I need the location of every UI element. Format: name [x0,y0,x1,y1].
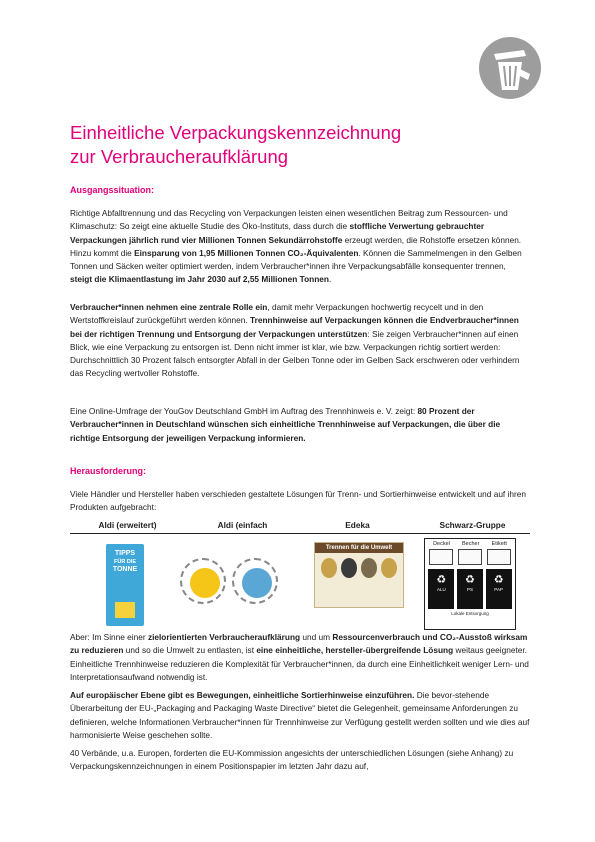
paragraph-herausforderung-2 [70,631,530,684]
recycling-badge-blue [232,558,278,604]
lid-icon [429,549,453,565]
schwarz-footer: Lokale Entsorgung [451,611,489,616]
text-run: erzeugt werden, die Rohstoffe ersetzen können. Hinzu kommt die [70,234,522,258]
recycling-bin-icon [478,36,542,100]
brand-divider [70,533,530,534]
text-run: Richtige Abfalltrennung und das Recycling von Verpackungen leisten einen wesentlichen Beitrag zum Ressourcen- und Klimaschutz: So zeigt eine aktuelle Studie des Öko-Instituts, dass durch die [70,208,508,232]
tipps-line-1: TIPPS [114,550,136,557]
edeka-trennen-label [314,542,404,608]
paragraph-ausgangssituation-1 [70,207,530,287]
text-run: Die bevor-stehende Überarbeitung der EU-„Packaging and Packaging Waste Directive“ bietet die Gelegenheit, gemeinsame Anforderungen zu definieren, welche Informationen Verbraucher*innen für Trennhinweise zur Verfügung gestellt werden sollten und wie dies auf harmonisierte Weise geschehen sollte. [70,690,530,740]
code-ps: PS [466,587,473,592]
text-run: Aber: Im Sinne einer [70,632,148,642]
brand-labels-figure [70,520,530,632]
edeka-banner: Trennen für die Umwelt [315,543,403,553]
cup-icon [458,549,482,565]
text-run: : Sie zeigen Verbraucher*innen auf einen Blick, wie eine Verpackung zu entsorgen ist. Denn nicht immer ist klar, wie bzw. Verpackungen richtig sortiert werden: Durchschnittlich 30 Prozent falsch entsorgter Abfall in der Gelben Tonne oder im Gelben Sack erschweren oder verhindern das Recycling wertvoller Rohstoffe. [70,328,520,379]
brand-heading-aldi-einfach: Aldi (einfach [217,520,268,530]
text-run: zielorientierten Verbraucheraufklärung [147,632,301,642]
title-line-2: zur Verbraucheraufklärung [70,146,289,167]
text-run: stoffliche Verwertung gebrauchter Verpackungen jährlich rund vier Millionen Tonnen Sekundärrohstoffe [70,221,485,245]
text-run: und um [300,632,333,642]
yellow-bin-icon [115,602,135,618]
tipps-fuer-die-tonne-label [106,544,144,626]
schwarz-top-becher: Becher [462,541,480,547]
text-run: . Können die Sammelmengen in den Gelben Tonnen und Säcken weiter optimiert werden, indem Verbraucher*innen ihre Verpackungsabfälle konsequenter trennen, [70,247,522,272]
text-run: Einsparung von 1,95 Millionen Tonnen CO₂-Äquivalenten [134,247,359,258]
text-run: Viele Händler und Hersteller haben verschieden gestaltete Lösungen für Trenn- und Sortierhinweise entwickelt und auf ihren Produkten aufgebracht: [70,489,526,513]
text-run: eine einheitliche, hersteller-übergreifende Lösung [256,645,454,656]
packaging-bottle-icon [381,558,397,578]
paragraph-herausforderung-1 [70,488,530,515]
tipps-line-2: FÜR DIE [114,559,136,565]
text-run: Ressourcenverbrauch und CO₂-Ausstoß wirksam zu reduzieren [70,632,528,656]
text-run: Eine Online-Umfrage der YouGov Deutschland GmbH im Auftrag des Trennhinweis e. V. zeigt: [70,406,418,416]
recycle-pap-tile: ♻ PAP [486,569,512,609]
heading-herausforderung: Herausforderung: [70,466,147,476]
code-pap: PAP [494,587,503,592]
recycle-ps-tile: ♻ PS [457,569,483,609]
packaging-cup-icon [321,558,337,578]
brand-heading-schwarz: Schwarz-Gruppe [439,520,506,530]
brand-heading-edeka: Edeka [345,520,370,530]
schwarz-top-etikett: Etikett [491,541,507,547]
text-run: 80 Prozent der Verbraucher*innen in Deutschland wünschen sich einheitliche Trennhinweise auf Verpackungen, die über die richtige Entsorgung der jeweiligen Verpackung informieren. [70,406,501,443]
paragraph-herausforderung-4 [70,747,530,774]
text-run: , damit mehr Verpackungen hochwertig recycelt und in den Wertstoffkreislauf zurückgeführt werden können. [70,302,484,326]
recycle-alu-tile: ♻ ALU [428,569,454,609]
text-run: weitaus geeigneter. Einheitliche Trennhinweise reduzieren die Komplexität für Verbraucher*innen, da durch eine Einheitlichkeit weniger Lern- und Interpretationsaufwand notwendig ist. [70,645,529,682]
text-run: Auf europäischer Ebene gibt es Bewegungen, einheitliche Sortierhinweise einzuführen. [70,690,415,700]
tipps-line-3: TONNE [112,566,138,573]
paragraph-herausforderung-3 [70,689,530,742]
packaging-jar-icon [361,558,377,578]
paragraph-ausgangssituation-3 [70,405,530,445]
schwarz-top-deckel: Deckel [433,541,450,547]
paragraph-ausgangssituation-2 [70,301,530,381]
packaging-can-icon [341,558,357,578]
text-run: steigt die Klimaentlastung im Jahr 2030 auf 2,55 Millionen Tonnen [70,274,329,285]
text-run: . [328,274,332,285]
schwarz-gruppe-label [424,538,516,630]
heading-ausgangssituation: Ausgangssituation: [70,185,155,195]
text-run: Verbraucher*innen nehmen eine zentrale Rolle ein [70,302,268,312]
page-title [70,121,540,169]
text-run: und so die Umwelt zu entlasten, ist [123,645,257,656]
recycling-badge-yellow [180,558,226,604]
brand-heading-aldi-erweitert: Aldi (erweitert) [98,520,157,530]
code-alu: ALU [436,587,446,592]
title-line-1: Einheitliche Verpackungskennzeichnung [70,122,402,143]
text-run: 40 Verbände, u.a. Europen, forderten die EU-Kommission angesichts der unterschiedlichen Lösungen (siehe Anhang) zu Verpackungskennzeichnungen in einem Positionspapier im letzten Jahr dazu auf, [70,748,514,772]
text-run: Trennhinweise auf Verpackungen können die Endverbraucher*innen bei der richtigen Trennung und Entsorgung der Verpackungen unterstützen [70,315,519,339]
label-icon [487,549,511,565]
